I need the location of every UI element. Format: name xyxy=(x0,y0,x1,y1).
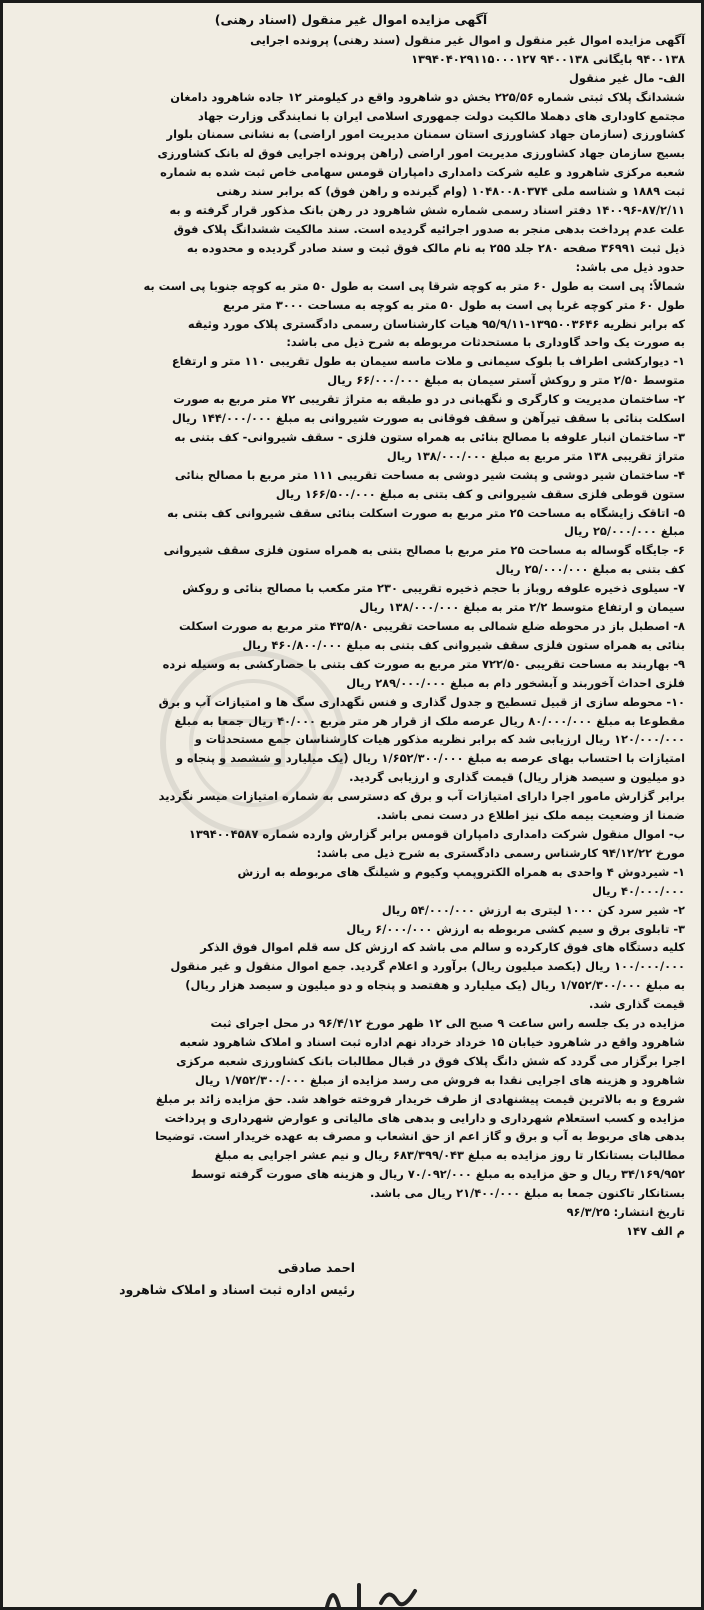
list-item: ۵- اتاقک زایشگاه به مساحت ۲۵ متر مربع به صورت اسکلت بنائی سقف شیروانی کف بتنی به xyxy=(167,505,685,520)
text-line: ۱۴۰۰۹۶-۸۷/۲/۱۱ دفتر اسناد رسمی شماره شش شاهرود در رهن بانک مذکور قرار گرفته و به xyxy=(169,203,685,218)
text-line: ذیل ثبت ۳۶۹۹۱ صفحه ۲۸۰ جلد ۲۵۵ به نام مالک فوق ثبت و سند صادر گردیده و محدوده به xyxy=(186,240,685,255)
text-line: ۹۴۰۰۱۳۸ بایگانی ۹۴۰۰۱۳۸ ۱۳۹۴۰۴۰۲۹۱۱۵۰۰۰۱۲۷ xyxy=(411,51,685,66)
list-item: متراژ تقریبی ۱۳۸ متر مربع به مبلغ ۱۳۸/۰۰۰/۰۰۰ ریال xyxy=(386,448,685,463)
publication-date: تاریخ انتشار: ۹۶/۳/۲۵ xyxy=(566,1205,685,1220)
text-line: بدهی های مربوط به آب و برق و گاز اعم از حق انشعاب و مصرف به عهده خریدار است. توضیحا xyxy=(155,1129,685,1144)
list-item: دو میلیون و سیصد هزار ریال) قیمت گذاری و ارزیابی گردید. xyxy=(349,770,685,785)
text-line: مورخ ۹۴/۱۲/۲۲ کارشناس رسمی دادگستری به شرح ذیل می باشد: xyxy=(316,845,685,860)
list-item: متوسط ۲/۵۰ متر و روکش آستر سیمان به مبلغ ۶۶/۰۰۰/۰۰۰ ریال xyxy=(327,373,685,388)
list-item: ۱۲۰/۰۰۰/۰۰۰ ریال ارزیابی شد که برابر نظریه مذکور هیات کارشناسان جمع مستحدثات و xyxy=(194,732,685,747)
intro-block xyxy=(17,31,685,88)
text-line: مطالبات بستانکار تا روز مزایده به مبلغ ۶۸۳/۳۹۹/۰۴۳ ریال و نیم عشر اجرایی به مبلغ xyxy=(214,1148,685,1163)
text-line: بستانکار تاکنون جمعا به مبلغ ۲۱/۴۰۰/۰۰۰ ریال می باشد. xyxy=(369,1186,685,1201)
text-line: حدود ذیل می باشد: xyxy=(575,259,685,274)
notice-code: م الف ۱۴۷ xyxy=(626,1224,685,1238)
list-item: ۴۰/۰۰۰/۰۰۰ ریال xyxy=(592,883,685,898)
list-item: ۱۰- محوطه سازی از قبیل تسطیح و جدول گذاری و فنس نگهداری سگ ها و امتیازات آب و برق xyxy=(158,694,685,709)
list-item: ۳- ساختمان انبار علوفه با مصالح بنائی به همراه ستون فلزی - سقف شیروانی- کف بتنی به xyxy=(174,429,685,444)
movables-list xyxy=(17,863,685,939)
auction-terms xyxy=(17,1014,685,1203)
text-line: ۱۰۰/۰۰۰/۰۰۰ ریال (یکصد میلیون ریال) برآورد و اعلام گردید. جمع اموال منقول و غیر منقول xyxy=(170,959,685,974)
stamp-watermark-icon xyxy=(153,643,353,843)
signatory-name: احمد صادقی xyxy=(277,1259,355,1275)
list-item: ۲- شیر سرد کن ۱۰۰۰ لیتری به ارزش ۵۴/۰۰۰/۰۰۰ ریال xyxy=(381,902,685,917)
text-line: بسیج سازمان جهاد کشاورزی مدیریت امور اراضی (راهن پرونده اجرایی فوق له بانک کشاورزی xyxy=(157,146,685,161)
section-heading-movable: ب- اموال منقول شرکت دامداری دامپاران قومس برابر گزارش وارده شماره ۱۳۹۴۰۰۴۵۸۷ xyxy=(188,826,685,841)
text-line: اجرا برگزار می گردد که شش دانگ پلاک فوق در قبال مطالبات بانک کشاورزی شعبه مرکزی xyxy=(176,1053,685,1068)
list-item: ستون قوطی فلزی سقف شیروانی و کف بتنی به مبلغ ۱۶۶/۵۰۰/۰۰۰ ریال xyxy=(275,486,685,501)
movables-summary xyxy=(17,938,685,1014)
list-item: مبلغ ۲۵/۰۰۰/۰۰۰ ریال xyxy=(563,524,685,539)
text-line: علت عدم پرداخت بدهی منجر به صدور اجرائیه گردیده است. سند مالکیت ششدانگ پلاک فوق xyxy=(173,221,685,236)
text-line: که برابر نظریه ۱۳۹۵۰۰۳۶۴۶-۹۵/۹/۱۱ هیات کارشناسان رسمی دادگستری پلاک مورد وثیقه xyxy=(187,316,685,331)
list-item: ۹- بهاربند به مساحت تقریبی ۷۲۲/۵۰ متر مربع به صورت کف بتنی با حصارکشی به وسیله نرده xyxy=(162,656,685,671)
text-line: ضمنا از وضعیت بیمه ملک نیز اطلاع در دست نمی باشد. xyxy=(376,808,685,823)
list-item: سیمان و ارتفاع متوسط ۲/۲ متر به مبلغ ۱۳۸/۰۰۰/۰۰۰ ریال xyxy=(359,600,685,615)
text-line: شروع و به بالاترین قیمت پیشنهادی از طرف خریدار فروخته خواهد شد. حق مزایده زائد بر مبلغ xyxy=(155,1091,685,1106)
text-line: شاهرود واقع در شاهرود خیابان ۱۵ خرداد خرداد نهم اداره ثبت اسناد و املاک شاهرود شعبه xyxy=(179,1034,685,1049)
text-line: به مبلغ ۱/۷۵۲/۳۰۰/۰۰۰ ریال (یک میلیارد و هفتصد و پنجاه و دو میلیون و سیصد هزار ریال) xyxy=(185,978,685,993)
property-description xyxy=(17,88,685,277)
list-item: ۱- دیوارکشی اطراف با بلوک سیمانی و ملات ماسه سیمان به طول تقریبی ۱۱۰ متر و ارتفاع xyxy=(171,354,685,369)
list-item: بنائی به همراه ستون فلزی سقف شیروانی کف بتنی به مبلغ ۴۶۰/۸۰۰/۰۰۰ ریال xyxy=(242,637,685,652)
list-item: مقطوعا به مبلغ ۸۰/۰۰۰/۰۰۰ ریال عرصه ملک از قرار هر متر مربع ۴۰/۰۰۰ ریال جمعا به مبلغ xyxy=(174,713,685,728)
list-item: ۶- جایگاه گوساله به مساحت ۲۵ متر مربع با مصالح بتنی به همراه ستون فلزی سقف شیروانی xyxy=(163,543,685,558)
list-item: اسکلت بنائی با سقف تیرآهن و سقف فوقانی به صورت شیروانی به مبلغ ۱۴۴/۰۰۰/۰۰۰ ریال xyxy=(171,411,685,426)
text-line: ۳۴/۱۶۹/۹۵۲ ریال و حق مزایده به مبلغ ۷۰/۰۹۲/۰۰۰ ریال و هزینه های صورت گرفته توسط xyxy=(190,1167,685,1182)
section-heading-immovable: الف- مال غیر منقول xyxy=(568,70,685,85)
list-item: کف بتنی به مبلغ ۲۵/۰۰۰/۰۰۰ ریال xyxy=(495,562,685,577)
text-line: برابر گزارش مامور اجرا دارای امتیازات آب و برق که دسترسی به شماره امتیازات میسر نگردید xyxy=(158,789,685,804)
list-item: ۸- اصطبل باز در محوطه ضلع شمالی به مساحت تقریبی ۴۳۵/۸۰ متر مربع به صورت اسکلت xyxy=(179,619,685,633)
text-line: کشاورزی (سازمان جهاد کشاورزی استان سمنان مدیریت امور اراضی) به نشانی سمنان بلوار xyxy=(166,127,685,142)
signatory-position: رئیس اداره ثبت اسناد و املاک شاهرود xyxy=(119,1281,355,1297)
text-line: مجتمع کاوداری های دهملا مالکیت دولت جمهوری اسلامی ایران با نمایندگی وزارت جهاد xyxy=(197,108,685,123)
text-line: شمالاً: پی است به طول ۶۰ متر به کوچه شرقا پی است به طول ۵۰ متر به کوچه جنوبا پی است به xyxy=(143,278,685,293)
text-line: شعبه مرکزی شاهرود و علیه شرکت دامداری دامپاران قومس سهامی خاص ثبت شده به شماره xyxy=(160,165,685,180)
text-line: کلیه دستگاه های فوق کارکرده و سالم می باشد که ارزش کل سه قلم اموال فوق الذکر xyxy=(200,940,685,955)
text-line: ثبت ۱۸۸۹ و شناسه ملی ۱۰۴۸۰۰۸۰۳۷۴ (وام گیرنده و راهن فوق) که برابر سند رهنی xyxy=(216,184,685,199)
text-line: طول ۶۰ متر کوچه غربا پی است به طول ۵۰ متر به کوچه به مساحت ۳۰۰۰ متر مربع xyxy=(222,297,685,312)
list-item: ۱- شیردوش ۴ واحدی به همراه الکتروپمپ وکیوم و شیلنگ های مربوطه به ارزش xyxy=(237,864,685,879)
text-line: مزایده در یک جلسه راس ساعت ۹ صبح الی ۱۲ ظهر مورخ ۹۶/۴/۱۲ در محل اجرای ثبت xyxy=(210,1016,685,1031)
list-item: امتیازات با احتساب بهای عرصه به مبلغ ۱/۶۵۲/۳۰۰/۰۰۰ ریال (یک میلیارد و ششصد و پنجاه و xyxy=(176,751,685,766)
list-item: ۴- ساختمان شیر دوشی و پشت شیر دوشی به مساحت تقریبی ۱۱۱ متر مربع با مصالح بنائی xyxy=(174,467,685,482)
list-item: ۳- تابلوی برق و سیم کشی مربوطه به ارزش ۶/۰۰۰/۰۰۰ ریال xyxy=(346,921,685,936)
signature-block xyxy=(17,1257,685,1301)
list-item: ۲- ساختمان مدیریت و کارگری و نگهبانی در دو طبقه به متراژ تقریبی ۷۲ متر مربع به صورت xyxy=(173,392,685,407)
text-line: شاهرود و هزینه های اجرایی نقدا به فروش می رسد مزایده از مبلغ ۱/۷۵۲/۳۰۰/۰۰۰ ریال xyxy=(195,1072,685,1087)
list-item: فلزی احداث آخوربند و آبشخور دام به مبلغ ۲۸۹/۰۰۰/۰۰۰ ریال xyxy=(346,675,685,690)
text-line: آگهی مزایده اموال غیر منقول و اموال غیر منقول (سند رهنی) پرونده اجرایی xyxy=(250,32,685,47)
text-line: قیمت گذاری شد. xyxy=(589,997,685,1012)
boundaries-block xyxy=(17,277,685,353)
text-line: به صورت یک واحد گاوداری با مستحدثات مربوطه به شرح ذیل می باشد: xyxy=(286,335,685,350)
list-item: ۷- سیلوی ذخیره علوفه روباز با حجم ذخیره تقریبی ۲۳۰ متر مکعب با مصالح بنائی و روکش xyxy=(182,581,685,596)
text-line: مزایده و کسب استعلام شهرداری و دارایی و بدهی های مالیاتی و عوارض شهرداری و پرداخت xyxy=(164,1110,685,1125)
handwritten-mark-icon xyxy=(319,1577,429,1610)
publication-footer xyxy=(17,1203,685,1241)
text-line: ششدانگ پلاک ثبتی شماره ۲۲۵/۵۶ بخش دو شاهرود واقع در کیلومتر ۱۲ جاده شاهرود دامغان xyxy=(170,89,685,104)
notice-title: آگهی مزایده اموال غیر منقول (اسناد رهنی) xyxy=(214,12,488,27)
